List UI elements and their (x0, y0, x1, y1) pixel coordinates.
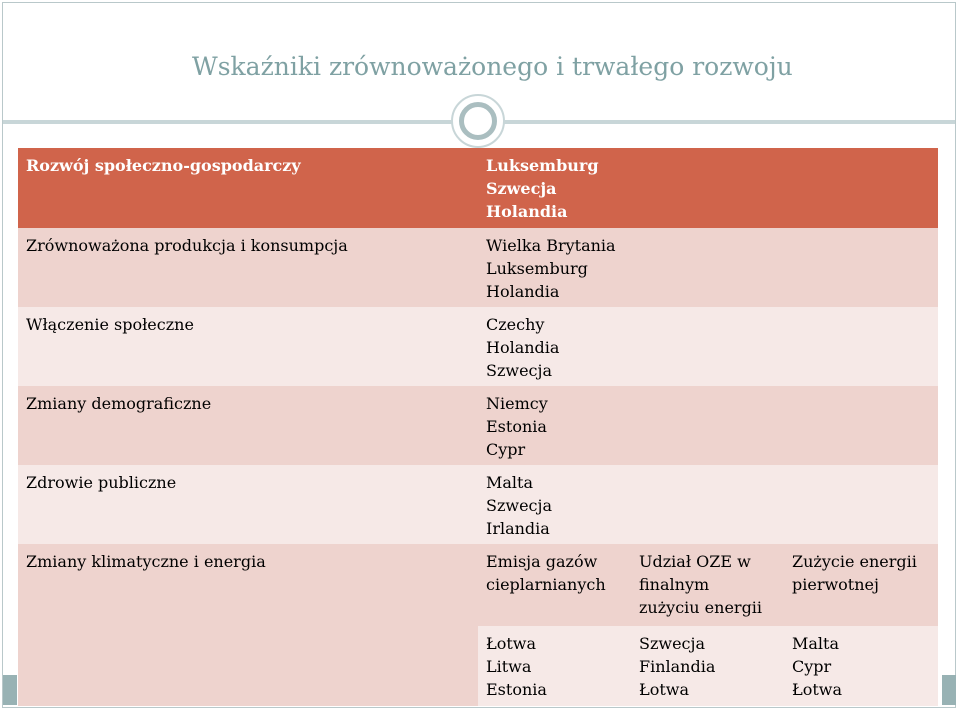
header-country: Szwecja (486, 179, 557, 198)
climate-value-cell (784, 626, 938, 706)
header-category-label: Rozwój społeczno-gospodarczy (26, 156, 301, 175)
climate-label-cell (18, 544, 478, 706)
decorative-band-left (3, 675, 17, 705)
row-label: Włączenie społeczne (26, 315, 194, 334)
country-name: Szwecja (486, 496, 553, 515)
circle-ornament-icon (451, 94, 505, 148)
subheader-line: Udział OZE w (639, 552, 751, 571)
decorative-band-right (942, 675, 956, 705)
climate-subheader-cell (478, 544, 631, 626)
country-name: Finlandia (639, 657, 716, 676)
country-name: Malta (486, 473, 534, 492)
subheader-line: cieplarnianych (486, 575, 606, 594)
country-name: Estonia (486, 417, 547, 436)
country-name: Łotwa (639, 680, 689, 699)
header-countries-cell (478, 148, 938, 228)
country-name: Irlandia (486, 519, 550, 538)
table-row-countries-cell (478, 307, 938, 386)
country-name: Szwecja (639, 634, 706, 653)
country-name: Luksemburg (486, 259, 588, 278)
climate-subheader-cell (631, 544, 784, 626)
indicators-table (18, 148, 938, 706)
climate-label: Zmiany klimatyczne i energia (26, 552, 266, 571)
country-name: Holandia (486, 282, 560, 301)
table-row-label-cell (18, 465, 478, 544)
country-name: Estonia (486, 680, 547, 699)
country-name: Cypr (792, 657, 832, 676)
header-country: Luksemburg (486, 156, 599, 175)
row-label: Zdrowie publiczne (26, 473, 177, 492)
country-name: Cypr (486, 440, 526, 459)
slide-title: Wskaźniki zrównoważonego i trwałego rozwoju (192, 52, 793, 81)
table-row-label-cell (18, 307, 478, 386)
country-name: Litwa (486, 657, 532, 676)
header-country: Holandia (486, 202, 568, 221)
table-row-label-cell (18, 228, 478, 307)
climate-value-cell (631, 626, 784, 706)
circle-ornament-inner (459, 102, 497, 140)
country-name: Szwecja (486, 361, 553, 380)
subheader-line: Zużycie energii (792, 552, 917, 571)
country-name: Czechy (486, 315, 545, 334)
climate-value-cell (478, 626, 631, 706)
row-label: Zmiany demograficzne (26, 394, 212, 413)
subheader-line: Emisja gazów (486, 552, 598, 571)
table-row-label-cell (18, 386, 478, 465)
country-name: Wielka Brytania (486, 236, 616, 255)
table-row-countries-cell (478, 228, 938, 307)
row-label: Zrównoważona produkcja i konsumpcja (26, 236, 348, 255)
country-name: Łotwa (792, 680, 842, 699)
header-category-cell (18, 148, 478, 228)
country-name: Holandia (486, 338, 560, 357)
subheader-line: pierwotnej (792, 575, 879, 594)
subheader-line: finalnym (639, 575, 710, 594)
country-name: Malta (792, 634, 840, 653)
country-name: Łotwa (486, 634, 536, 653)
subheader-line: zużyciu energii (639, 598, 763, 617)
table-row-countries-cell (478, 465, 938, 544)
climate-subheader-cell (784, 544, 938, 626)
table-row-countries-cell (478, 386, 938, 465)
country-name: Niemcy (486, 394, 548, 413)
